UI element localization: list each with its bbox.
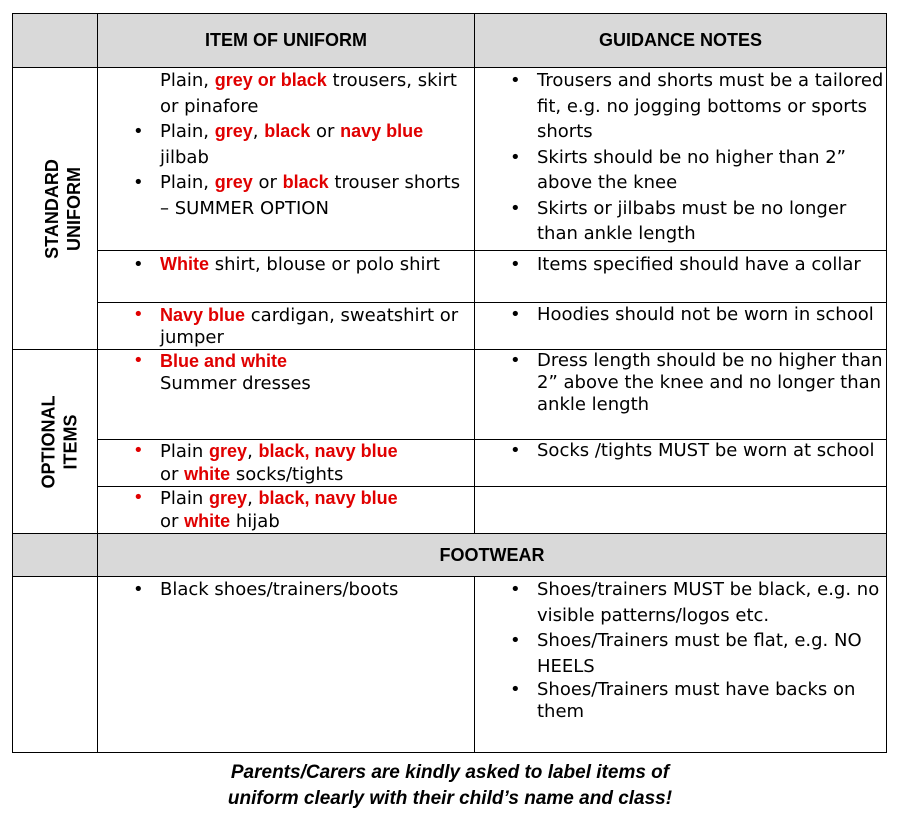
table-row — [13, 577, 887, 753]
list-item: • Socks /tights MUST be worn at school — [537, 440, 886, 462]
notes-list — [475, 577, 886, 723]
list-item: • Plain grey, black, navy blue or white hijab — [160, 487, 474, 533]
footnote — [0, 760, 900, 812]
item-cell — [98, 350, 475, 440]
item-cell — [98, 251, 475, 303]
list-item: • Navy blue cardigan, sweatshirt or jumper — [160, 304, 474, 349]
footwear-header-row — [13, 534, 887, 577]
notes-cell — [475, 251, 887, 303]
notes-cell — [475, 68, 887, 251]
footwear-side-cell — [13, 577, 98, 753]
table-row — [13, 350, 887, 440]
item-list — [98, 304, 474, 349]
item-list — [98, 440, 474, 486]
list-item: • Plain, grey or black trouser shorts – SUMMER OPTION — [160, 170, 474, 221]
item-cell — [98, 440, 475, 487]
table-row — [13, 68, 887, 251]
notes-cell — [475, 350, 887, 440]
notes-list — [475, 350, 886, 416]
footwear-corner-cell — [13, 534, 98, 577]
notes-list — [475, 68, 886, 247]
header-item-of-uniform: ITEM OF UNIFORM — [98, 14, 475, 68]
notes-cell — [475, 577, 887, 753]
table-row — [13, 303, 887, 350]
notes-list — [475, 252, 886, 278]
item-cell — [98, 577, 475, 753]
item-list — [98, 487, 474, 533]
list-item: • Items specified should have a collar — [537, 252, 886, 278]
footwear-header: FOOTWEAR — [98, 534, 887, 577]
uniform-table — [12, 13, 887, 753]
list-item: • Black shoes/trainers/boots — [160, 577, 474, 603]
standard-uniform-label: STANDARD UNIFORM — [41, 158, 84, 259]
list-item: • Plain grey, black, navy blue or white socks/tights — [160, 440, 474, 486]
header-guidance-notes: GUIDANCE NOTES — [475, 14, 887, 68]
notes-cell-empty — [475, 487, 887, 534]
list-item: • Skirts or jilbabs must be no longer than ankle length — [537, 196, 886, 247]
footnote-line-2: uniform clearly with their child’s name and class! — [227, 788, 673, 809]
optional-items-label-cell — [13, 350, 98, 534]
item-cell — [98, 487, 475, 534]
list-item: • White shirt, blouse or polo shirt — [160, 252, 474, 278]
optional-items-label: OPTIONAL ITEMS — [38, 395, 81, 488]
item-cell — [98, 303, 475, 350]
notes-list — [475, 304, 886, 326]
list-item: • Skirts should be no higher than 2” above the knee — [537, 145, 886, 196]
standard-uniform-label-cell — [13, 68, 98, 350]
list-item: • Shoes/Trainers must have backs on them — [537, 679, 886, 723]
list-item: • Shoes/trainers MUST be black, e.g. no visible patterns/logos etc. — [537, 577, 886, 628]
item-list — [98, 68, 474, 221]
notes-cell — [475, 440, 887, 487]
item-list — [98, 577, 474, 603]
table-row — [13, 440, 887, 487]
table-row — [13, 251, 887, 303]
header-corner-cell — [13, 14, 98, 68]
list-item: • Blue and white Summer dresses — [160, 350, 474, 395]
notes-list — [475, 440, 886, 462]
list-item: Plain, grey or black trousers, skirt or pinafore — [160, 70, 457, 117]
header-row — [13, 14, 887, 68]
footnote-line-1: Parents/Carers are kindly asked to label items of — [230, 762, 670, 783]
list-item: • Hoodies should not be worn in school — [537, 304, 886, 326]
list-item: • Trousers and shorts must be a tailored fit, e.g. no jogging bottoms or sports shorts — [537, 68, 886, 145]
notes-cell — [475, 303, 887, 350]
list-item: • Plain, grey, black or navy blue jilbab — [160, 119, 474, 170]
list-item: • Dress length should be no higher than 2” above the knee and no longer than ankle length — [537, 350, 886, 416]
item-list — [98, 350, 474, 395]
list-item: • Shoes/Trainers must be flat, e.g. NO HEELS — [537, 628, 886, 679]
item-cell — [98, 68, 475, 251]
table-row — [13, 487, 887, 534]
item-list — [98, 252, 474, 278]
